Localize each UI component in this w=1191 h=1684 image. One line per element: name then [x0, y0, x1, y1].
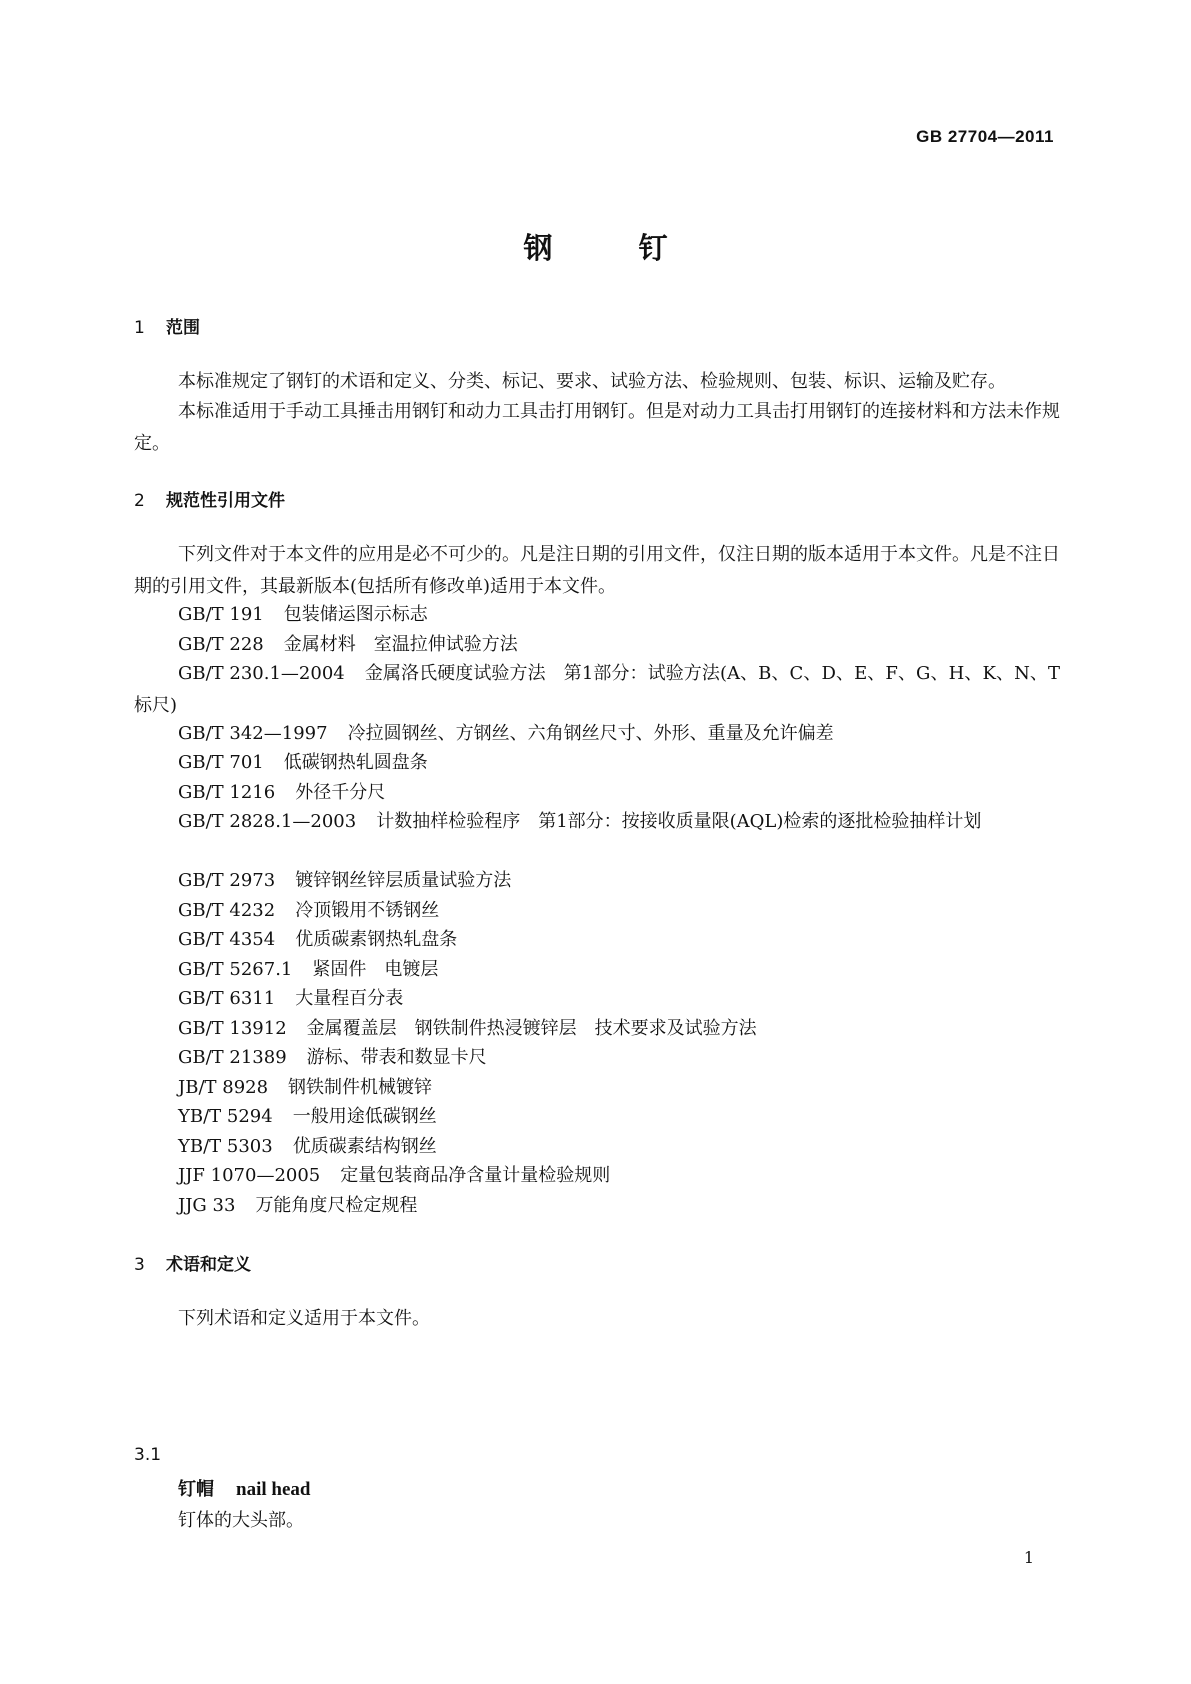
- reference-item: [178, 1190, 417, 1222]
- reference-title: 金属覆盖层 钢铁制件热浸镀锌层 技术要求及试验方法: [306, 1018, 757, 1039]
- reference-code: GB/T 230.1—2004: [178, 663, 345, 684]
- reference-code: GB/T 5267.1: [178, 959, 293, 980]
- reference-item: [178, 983, 403, 1015]
- section-1-title: 范围: [166, 318, 200, 338]
- reference-code: GB/T 1216: [178, 782, 276, 803]
- reference-code: GB/T 2828.1—2003: [178, 811, 357, 832]
- reference-title: 优质碳素钢热轧盘条: [295, 929, 458, 950]
- reference-code: GB/T 6311: [178, 988, 276, 1009]
- reference-title: 一般用途低碳钢丝: [292, 1106, 437, 1127]
- reference-code: GB/T 191: [178, 604, 264, 625]
- reference-title: 冷顶锻用不锈钢丝: [295, 900, 440, 921]
- reference-item: [178, 895, 439, 927]
- reference-code: YB/T 5303: [178, 1136, 273, 1157]
- reference-code: JJG 33: [178, 1195, 236, 1216]
- section-2-heading: [134, 486, 285, 511]
- term-english: nail head: [236, 1479, 311, 1500]
- reference-item: [178, 1072, 432, 1104]
- reference-item: [178, 954, 438, 986]
- reference-item: [178, 1131, 437, 1163]
- reference-item: [178, 1042, 487, 1074]
- reference-title: 低碳钢热轧圆盘条: [283, 752, 428, 773]
- reference-item: [178, 629, 518, 661]
- reference-title: 冷拉圆钢丝、方钢丝、六角钢丝尺寸、外形、重量及允许偏差: [347, 723, 834, 744]
- section-3-number: 3: [134, 1255, 145, 1275]
- reference-title: 计数抽样检验程序 第1部分：按接收质量限(AQL)检索的逐批检验抽样计划: [376, 811, 982, 832]
- reference-title: 包装储运图示标志: [283, 604, 428, 625]
- subsection-number: 3.1: [134, 1445, 162, 1465]
- reference-code: GB/T 4232: [178, 900, 276, 921]
- term-definition: 钉体的大头部。: [178, 1510, 304, 1531]
- title-char-2: 钉: [638, 231, 668, 265]
- title-char-1: 钢: [523, 231, 553, 265]
- reference-code: JJF 1070—2005: [178, 1165, 321, 1186]
- reference-title: 紧固件 电镀层: [312, 959, 439, 980]
- reference-item: [178, 747, 428, 779]
- reference-title: 外径千分尺: [295, 782, 386, 803]
- reference-item: [134, 806, 1060, 838]
- section-1-paragraph-1: 本标准规定了钢钉的术语和定义、分类、标记、要求、试验方法、检验规则、包装、标识、运输及贮存。: [178, 371, 1006, 392]
- reference-item: [178, 777, 385, 809]
- section-2-number: 2: [134, 491, 145, 511]
- reference-title: 游标、带表和数显卡尺: [306, 1047, 487, 1068]
- reference-code: JB/T 8928: [178, 1077, 269, 1098]
- reference-code: GB/T 342—1997: [178, 723, 328, 744]
- reference-title: 金属材料 室温拉伸试验方法: [283, 634, 518, 655]
- section-2-intro: 下列文件对于本文件的应用是必不可少的。凡是注日期的引用文件，仅注日期的版本适用于本文件。凡是不注日期的引用文件，其最新版本(包括所有修改单)适用于本文件。: [134, 544, 1060, 597]
- section-1-heading: [134, 313, 200, 338]
- reference-title: 金属洛氏硬度试验方法 第1部分：试验方法(A、B、C、D、E、F、G、H、K、N、T标尺): [134, 663, 1060, 716]
- reference-code: GB/T 228: [178, 634, 264, 655]
- document-title: [0, 226, 1191, 267]
- reference-code: YB/T 5294: [178, 1106, 273, 1127]
- reference-title: 万能角度尺检定规程: [255, 1195, 418, 1216]
- reference-item: [178, 1101, 437, 1133]
- section-1-paragraph-2: 本标准适用于手动工具捶击用钢钉和动力工具击打用钢钉。但是对动力工具击打用钢钉的连接材料和方法未作规定。: [134, 401, 1060, 454]
- section-2-title: 规范性引用文件: [166, 491, 285, 511]
- page-number: 1: [1023, 1548, 1034, 1567]
- section-3-heading: [134, 1250, 251, 1275]
- reference-item: [178, 718, 834, 750]
- reference-code: GB/T 13912: [178, 1018, 287, 1039]
- section-3-intro: 下列术语和定义适用于本文件。: [178, 1308, 430, 1329]
- reference-code: GB/T 701: [178, 752, 264, 773]
- standard-code: GB 27704—2011: [916, 127, 1054, 146]
- reference-item: [178, 1160, 610, 1192]
- reference-code: GB/T 21389: [178, 1047, 287, 1068]
- reference-item: [178, 1013, 757, 1045]
- term-entry: [178, 1475, 310, 1501]
- reference-item: [178, 599, 428, 631]
- reference-code: GB/T 2973: [178, 870, 276, 891]
- reference-title: 大量程百分表: [295, 988, 404, 1009]
- section-1-number: 1: [134, 318, 145, 338]
- reference-item: [178, 865, 511, 897]
- section-3-title: 术语和定义: [166, 1255, 251, 1275]
- reference-item: [178, 924, 457, 956]
- term-chinese: 钉帽: [178, 1479, 214, 1500]
- reference-code: GB/T 4354: [178, 929, 276, 950]
- reference-title: 镀锌钢丝锌层质量试验方法: [295, 870, 512, 891]
- reference-title: 钢铁制件机械镀锌: [288, 1077, 433, 1098]
- reference-title: 优质碳素结构钢丝: [292, 1136, 437, 1157]
- reference-title: 定量包装商品净含量计量检验规则: [340, 1165, 611, 1186]
- reference-item: [134, 658, 1060, 721]
